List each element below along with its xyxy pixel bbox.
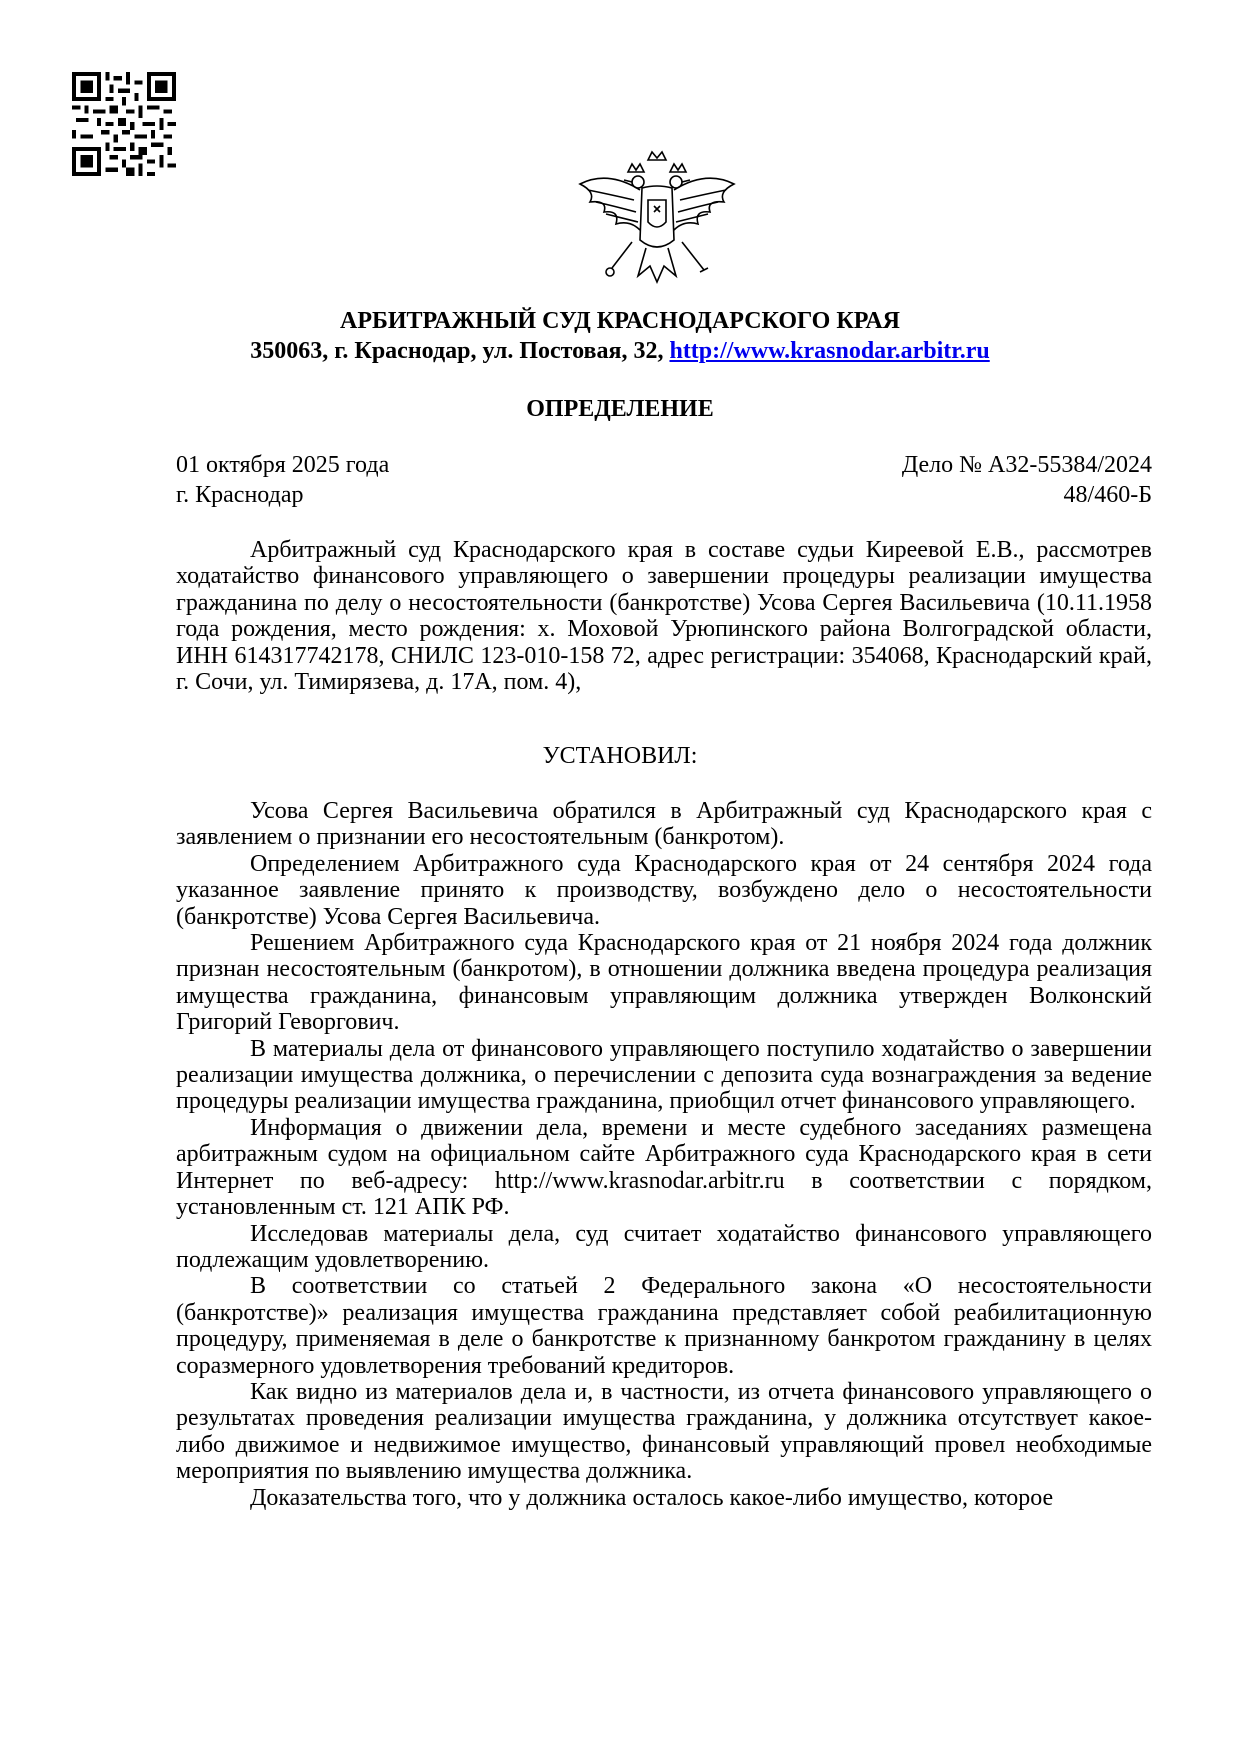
case-number: Дело № А32-55384/2024	[901, 452, 1152, 478]
document-meta-left	[176, 450, 389, 510]
body-paragraph: Определением Арбитражного суда Краснодарского края от 24 сентября 2024 года указанное заявление принято к производству, возбуждено дело о несостоятельности (банкротстве) Усова Сергея Васильевича.	[176, 850, 1152, 930]
case-subnumber: 48/460-Б	[1063, 482, 1152, 508]
body-paragraph: В соответствии со статьей 2 Федерального закона «О несостоятельности (банкротстве)» реализация имущества гражданина представляет собой реабилитационную процедуру, применяемая в деле о банкротстве к признанному банкротом гражданину в целях соразмерного удовлетворения требований кредиторов.	[176, 1273, 1152, 1379]
court-address	[0, 338, 1240, 365]
body-paragraph: Решением Арбитражного суда Краснодарского края от 21 ноября 2024 года должник признан несостоятельным (банкротом), в отношении должника введена процедура реализация имущества гражданина, финансовым управляющим должника утвержден Волконский Григорий Геворгович.	[176, 930, 1152, 1036]
body-paragraph: Доказательства того, что у должника осталось какое-либо имущество, которое	[250, 1484, 1054, 1511]
court-name: АРБИТРАЖНЫЙ СУД КРАСНОДАРСКОГО КРАЯ	[339, 308, 900, 334]
qr-code-icon	[72, 72, 176, 176]
coat-of-arms-icon	[568, 150, 746, 296]
court-address-text: 350063, г. Краснодар, ул. Постовая, 32,	[250, 338, 664, 364]
document-meta-right	[902, 450, 1152, 510]
main-body	[176, 798, 1152, 1511]
document-date: 01 октября 2025 года	[176, 452, 390, 478]
body-paragraph: Усова Сергея Васильевича обратился в Арбитражный суд Краснодарского края с заявлением о признании его несостоятельным (банкротом).	[176, 798, 1152, 851]
body-paragraph: В материалы дела от финансового управляющего поступило ходатайство о завершении реализации имущества должника, о перечислении с депозита суда вознаграждения за ведение процедуры реализации имущества гражданина, приобщил отчет финансового управляющего.	[176, 1035, 1152, 1115]
body-paragraph: Информация о движении дела, времени и месте судебного заседаниях размещена арбитражным судом на официальном сайте Арбитражного суда Краснодарского края в сети Интернет по веб-адресу: http://www.krasnodar.arbitr.ru в соответствии с порядком, установленным ст. 121 АПК РФ.	[176, 1114, 1152, 1221]
body-paragraph: Как видно из материалов дела и, в частности, из отчета финансового управляющего о результатах проведения реализации имущества гражданина, у должника отсутствует какое-либо движимое и недвижимое имущество, финансовый управляющий провел необходимые мероприятия по выявлению имущества должника.	[176, 1378, 1152, 1485]
court-website-link[interactable]: http://www.krasnodar.arbitr.ru	[669, 338, 990, 364]
body-paragraph: Исследовав материалы дела, суд считает ходатайство финансового управляющего подлежащим удовлетворению.	[176, 1220, 1152, 1273]
intro-paragraph: Арбитражный суд Краснодарского края в составе судьи Киреевой Е.В., рассмотрев ходатайство финансового управляющего о завершении процедуры реализации имущества гражданина по делу о несостоятельности (банкротстве) Усова Сергея Васильевича (10.11.1958 года рождения, место рождения: х. Моховой Урюпинского района Волгоградской области, ИНН 614317742178, СНИЛС 123-010-158 72, адрес регистрации: 354068, Краснодарский край, г. Сочи, ул. Тимирязева, д. 17А, пом. 4),	[176, 537, 1152, 696]
section-title-established: УСТАНОВИЛ:	[542, 743, 698, 769]
document-city: г. Краснодар	[176, 482, 304, 508]
document-title: ОПРЕДЕЛЕНИЕ	[526, 396, 714, 422]
intro-section	[176, 537, 1152, 695]
